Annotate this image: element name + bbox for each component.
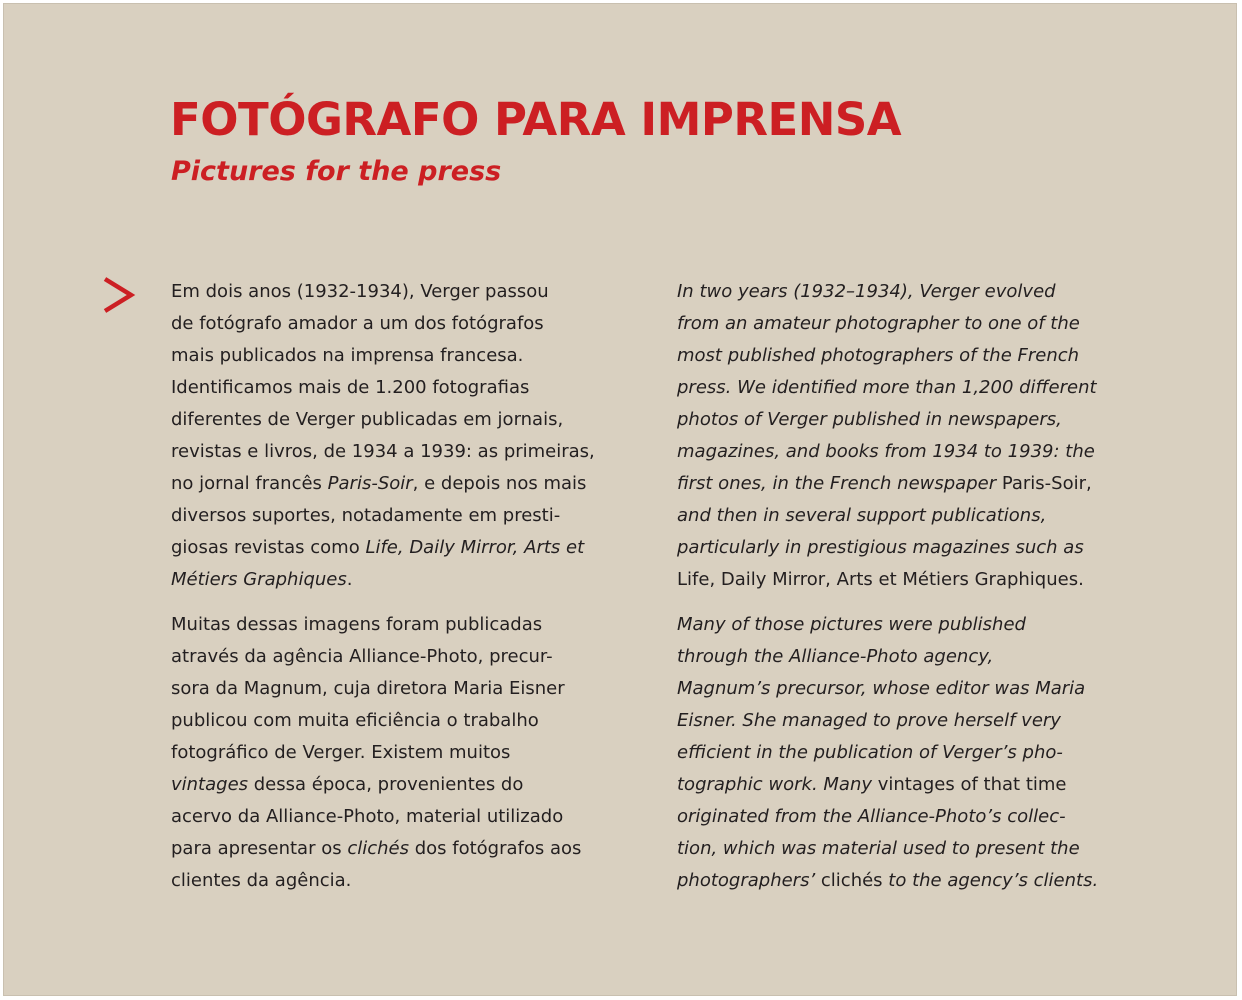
text-segment: giosas revistas como <box>171 537 366 558</box>
foreign-term: clichés <box>347 838 409 859</box>
foreign-term: vintages of that time <box>877 774 1067 795</box>
text-line: Muitas dessas imagens foram publicadas <box>171 614 543 635</box>
text-line <box>171 532 611 564</box>
text-line <box>171 769 611 801</box>
magazine-titles: Life, Daily Mirror, Arts et <box>365 537 585 558</box>
text-line: efficient in the publication of Verger’s pho- <box>677 742 1063 763</box>
magazine-titles: Life, Daily Mirror, Arts et Métiers Graphiques. <box>677 569 1084 590</box>
page-subtitle: Pictures for the press <box>171 156 502 187</box>
text-line: revistas e livros, de 1934 a 1939: as primeiras, <box>171 441 595 462</box>
page-panel <box>3 3 1237 996</box>
text-segment: dessa época, provenientes do <box>248 774 524 795</box>
text-line <box>171 833 611 865</box>
text-line <box>171 564 611 596</box>
text-segment: photographers’ <box>677 870 821 891</box>
text-line <box>677 769 1127 801</box>
text-segment: to the agency’s clients. <box>882 870 1099 891</box>
text-line <box>677 865 1127 897</box>
text-segment: , e depois nos mais <box>412 473 587 494</box>
text-line: photos of Verger published in newspapers, <box>677 409 1062 430</box>
magazine-titles: Métiers Graphiques <box>171 569 347 590</box>
text-line: In two years (1932–1934), Verger evolved <box>677 281 1056 302</box>
text-line: through the Alliance-Photo agency, <box>677 646 994 667</box>
portuguese-paragraph-2 <box>171 609 611 897</box>
text-line: Identificamos mais de 1.200 fotografias <box>171 377 530 398</box>
text-line: diversos suportes, notadamente em presti- <box>171 505 561 526</box>
text-line: Eisner. She managed to prove herself very <box>677 710 1061 731</box>
text-line <box>171 468 611 500</box>
text-line: diferentes de Verger publicadas em jornais, <box>171 409 564 430</box>
text-line: magazines, and books from 1934 to 1939: the <box>677 441 1095 462</box>
english-paragraph-1 <box>677 276 1127 596</box>
text-line: Many of those pictures were published <box>677 614 1026 635</box>
text-segment: no jornal francês <box>171 473 328 494</box>
text-line: publicou com muita eficiência o trabalho <box>171 710 539 731</box>
text-line: press. We identified more than 1,200 different <box>677 377 1097 398</box>
text-line: de fotógrafo amador a um dos fotógrafos <box>171 313 544 334</box>
newspaper-title: Paris-Soir <box>327 473 413 494</box>
page-title: FOTÓGRAFO PARA IMPRENSA <box>170 93 902 146</box>
portuguese-column <box>171 276 611 910</box>
newspaper-title: Paris-Soir, <box>1001 473 1092 494</box>
foreign-term: clichés <box>820 870 883 891</box>
foreign-term: vintages <box>171 774 249 795</box>
text-segment: para apresentar os <box>171 838 348 859</box>
english-paragraph-2 <box>677 609 1127 897</box>
chevron-right-icon <box>101 275 139 315</box>
text-segment: . <box>346 569 353 590</box>
text-line: sora da Magnum, cuja diretora Maria Eisner <box>171 678 565 699</box>
text-segment: first ones, in the French newspaper <box>677 473 1002 494</box>
text-line: from an amateur photographer to one of the <box>677 313 1080 334</box>
portuguese-paragraph-1 <box>171 276 611 596</box>
text-line: clientes da agência. <box>171 870 352 891</box>
text-line: originated from the Alliance-Photo’s collec- <box>677 806 1066 827</box>
text-line: mais publicados na imprensa francesa. <box>171 345 524 366</box>
text-line: most published photographers of the French <box>677 345 1080 366</box>
text-line: Magnum’s precursor, whose editor was Maria <box>677 678 1086 699</box>
text-line <box>677 468 1127 500</box>
english-column <box>677 276 1127 910</box>
text-segment: dos fotógrafos aos <box>408 838 582 859</box>
text-line: acervo da Alliance-Photo, material utilizado <box>171 806 564 827</box>
text-line: fotográfico de Verger. Existem muitos <box>171 742 511 763</box>
text-line: através da agência Alliance-Photo, precur- <box>171 646 553 667</box>
text-line: particularly in prestigious magazines such as <box>677 537 1084 558</box>
text-line: and then in several support publications, <box>677 505 1047 526</box>
text-line: Em dois anos (1932-1934), Verger passou <box>171 281 549 302</box>
text-line: tion, which was material used to present the <box>677 838 1080 859</box>
text-segment: tographic work. Many <box>677 774 878 795</box>
